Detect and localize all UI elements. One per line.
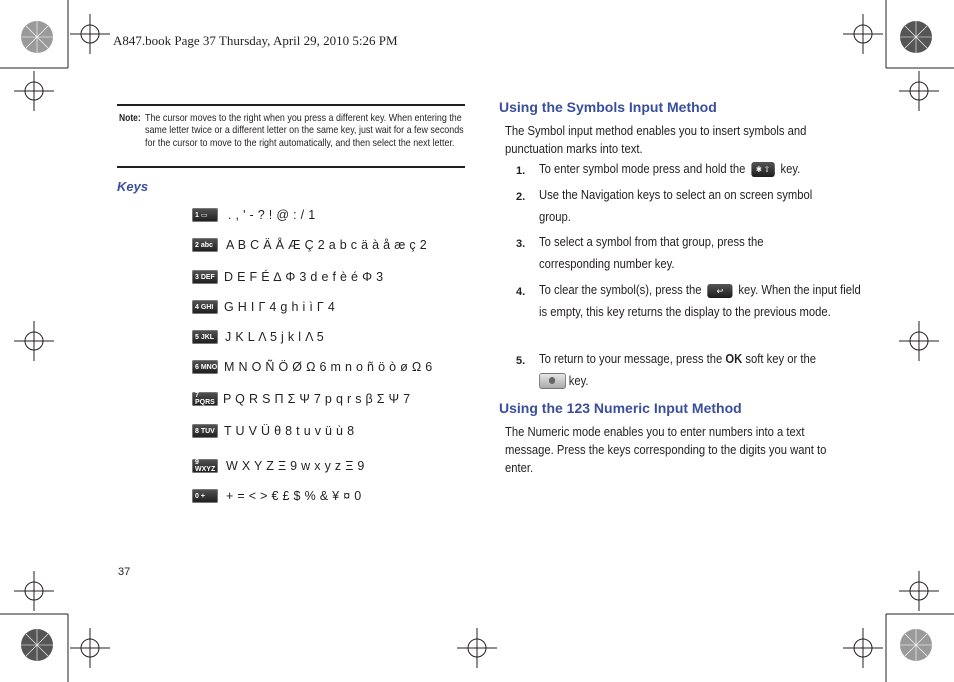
- symbols-intro: The Symbol input method enables you to insert symbols and punctuation marks into text.: [505, 124, 807, 156]
- step-5-text: [539, 349, 845, 392]
- step-4-text-after: key. When the input field is empty, this key returns the display to the previous mode.: [539, 283, 861, 319]
- key-8-icon: 8 TUV: [192, 424, 218, 438]
- key-8-chars: T U V Ü θ 8 t u v ü ù 8: [224, 424, 355, 438]
- step-1-text-after: key.: [780, 162, 801, 176]
- key-row-2: [192, 236, 427, 254]
- back-clear-key-icon: ↩: [707, 284, 732, 298]
- keys-heading: Keys: [117, 179, 149, 194]
- book-header: A847.book Page 37 Thursday, April 29, 2010 5:26 PM: [113, 33, 398, 48]
- step-5-text-before: To return to your message, press the: [539, 352, 723, 366]
- key-4-icon: 4 GHI: [192, 300, 218, 314]
- key-row-5: [192, 328, 324, 346]
- key-1-chars: . , ' - ? ! @ : / 1: [228, 208, 316, 222]
- step-5-number: 5.: [516, 355, 526, 367]
- key-row-7: [192, 390, 410, 408]
- ok-label: OK: [725, 352, 743, 366]
- key-7-icon: 7 PQRS: [192, 392, 218, 406]
- step-3-number: 3.: [516, 238, 526, 250]
- numeric-text: The Numeric mode enables you to enter numbers into a text message. Press the keys corresponding to the digits you want to enter.: [505, 425, 827, 475]
- step-1-number: 1.: [516, 165, 526, 177]
- step-5-text-after: key.: [568, 373, 589, 388]
- numeric-heading: Using the 123 Numeric Input Method: [499, 400, 742, 416]
- key-row-8: [192, 422, 354, 440]
- key-3-chars: D E F É ∆ Φ 3 d e f è é Φ 3: [224, 270, 384, 284]
- key-1-icon: 1 ▭: [192, 208, 218, 222]
- star-shift-key-icon: ✱ ⇧: [751, 162, 774, 177]
- key-0-icon: 0 +: [192, 489, 218, 503]
- step-4-text: [539, 280, 868, 323]
- key-6-icon: 6 MNO: [192, 360, 218, 374]
- step-4-number: 4.: [516, 286, 526, 298]
- step-2-number: 2.: [516, 191, 526, 203]
- page-number: 37: [118, 566, 131, 578]
- key-9-icon: 9 WXYZ: [192, 459, 218, 473]
- key-0-chars: + = < > € £ $ % & ¥ ¤ 0: [226, 489, 362, 503]
- key-row-6: [192, 358, 433, 376]
- key-9-chars: W X Y Z Ξ 9 w x y z Ξ 9: [226, 459, 365, 473]
- key-3-icon: 3 DEF: [192, 270, 218, 284]
- step-5-text-middle: soft key or the: [745, 352, 817, 366]
- key-5-icon: 5 JKL: [192, 330, 218, 344]
- key-row-3: [192, 268, 383, 286]
- key-5-chars: J K L Λ 5 j k l Λ 5: [225, 330, 325, 344]
- note-text: The cursor moves to the right when you press a different key. When entering the same letter twice or a different letter on the same key, just wait for a few seconds for the cursor to move to the right automatically, and then select the next letter.: [145, 112, 464, 149]
- note-box: [117, 104, 465, 168]
- key-2-icon: 2 abc: [192, 238, 218, 252]
- step-1-text: [539, 159, 872, 181]
- nav-select-key-icon: [539, 373, 566, 389]
- symbols-heading: Using the Symbols Input Method: [499, 99, 717, 115]
- step-1-text-before: To enter symbol mode press and hold the: [539, 162, 746, 176]
- key-row-1: [192, 206, 315, 224]
- key-2-chars: A B C Ä Å Æ Ç 2 a b c ä à å æ ç 2: [226, 238, 427, 252]
- step-4-text-before: To clear the symbol(s), press the: [539, 283, 702, 297]
- key-row-9: [192, 457, 365, 475]
- key-7-chars: P Q R S Π Σ Ψ 7 p q r s β Σ Ψ 7: [223, 392, 411, 406]
- step-3-text: To select a symbol from that group, press the corresponding number key.: [539, 235, 764, 271]
- step-2-text: Use the Navigation keys to select an on screen symbol group.: [539, 188, 813, 224]
- key-row-0: [192, 487, 361, 505]
- key-4-chars: G H I Γ 4 g h i ì Γ 4: [224, 300, 336, 314]
- key-row-4: [192, 298, 335, 316]
- note-label: Note:: [119, 113, 141, 124]
- key-6-chars: M N O Ñ Ö Ø Ω 6 m n o ñ ö ò ø Ω 6: [224, 360, 433, 374]
